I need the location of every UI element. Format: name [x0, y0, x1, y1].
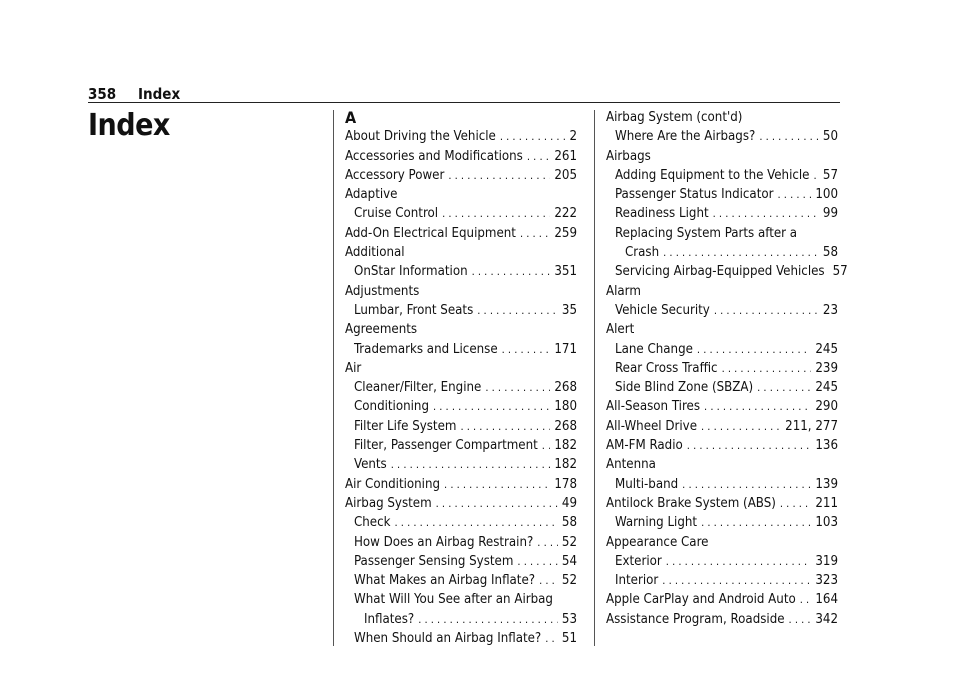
index-subentry — [606, 378, 838, 397]
entry-text: Where Are the Airbags? — [615, 129, 756, 145]
entry-page-number: 57 — [832, 264, 848, 280]
index-subentry — [345, 552, 577, 571]
entry-page-number: 342 — [815, 611, 838, 627]
index-subentry — [606, 571, 838, 590]
entry-text: About Driving the Vehicle — [345, 129, 496, 145]
entry-text: Passenger Sensing System — [354, 553, 514, 569]
entry-text: Antenna — [606, 457, 656, 473]
entry-text: Readiness Light — [615, 206, 709, 222]
entry-text: AM-FM Radio — [606, 438, 683, 454]
dot-leader — [697, 340, 811, 359]
entry-text: Additional — [345, 245, 405, 261]
dot-leader — [485, 378, 550, 397]
entry-text: Air — [345, 360, 362, 376]
index-subentry — [345, 513, 577, 532]
entry-text: Adjustments — [345, 283, 420, 299]
entry-text: Airbags — [606, 148, 651, 164]
index-subentry — [606, 340, 838, 359]
entry-text: How Does an Airbag Restrain? — [354, 534, 534, 550]
dot-leader — [714, 301, 819, 320]
entry-text: Servicing Airbag-Equipped Vehicles — [615, 264, 825, 280]
entry-text: Assistance Program, Roadside — [606, 611, 785, 627]
dot-leader — [477, 301, 558, 320]
column-divider — [333, 110, 334, 646]
entry-text: Airbag System — [345, 495, 432, 511]
index-subentry — [606, 224, 838, 243]
dot-leader — [502, 340, 551, 359]
index-entry — [606, 436, 838, 455]
index-entry — [606, 533, 838, 552]
entry-text: Trademarks and License — [354, 341, 498, 357]
dot-leader — [814, 166, 819, 185]
entry-text: Rear Cross Traffic — [615, 360, 718, 376]
entry-page-number: 58 — [822, 245, 838, 261]
index-subentry — [606, 127, 838, 146]
entry-text: Filter, Passenger Compartment — [354, 438, 538, 454]
dot-leader — [539, 571, 558, 590]
entry-text: Adding Equipment to the Vehicle — [615, 167, 810, 183]
index-entry — [345, 185, 577, 204]
entry-text: Check — [354, 515, 391, 531]
index-subentry — [345, 436, 577, 455]
page-number: 358 — [88, 85, 117, 103]
index-entry — [345, 359, 577, 378]
index-subentry — [606, 185, 838, 204]
dot-leader — [687, 436, 812, 455]
dot-leader — [545, 629, 558, 648]
entry-page-number: 99 — [822, 206, 838, 222]
entry-page-number: 100 — [815, 187, 838, 203]
index-subentry — [345, 378, 577, 397]
dot-leader — [789, 610, 812, 629]
dot-leader — [704, 397, 811, 416]
dot-leader — [500, 127, 566, 146]
dot-leader — [444, 475, 550, 494]
entry-page-number: 261 — [554, 148, 577, 164]
index-column-2 — [606, 108, 848, 629]
index-entry — [606, 590, 838, 609]
entry-page-number: 54 — [561, 553, 577, 569]
dot-leader — [418, 610, 558, 629]
index-subentry — [345, 340, 577, 359]
dot-leader — [663, 243, 819, 262]
entry-page-number: 180 — [554, 399, 577, 415]
entry-text: Vehicle Security — [615, 302, 710, 318]
entry-text: All-Season Tires — [606, 399, 701, 415]
entry-page-number: 164 — [815, 592, 838, 608]
dot-leader — [759, 127, 819, 146]
dot-leader — [433, 397, 550, 416]
entry-page-number: 52 — [561, 534, 577, 550]
entry-text: Cruise Control — [354, 206, 439, 222]
index-subentry — [345, 629, 577, 648]
index-subentry — [345, 571, 577, 590]
index-subentry — [606, 359, 838, 378]
entry-page-number: 136 — [815, 438, 838, 454]
entry-text: Alert — [606, 322, 635, 338]
index-entry — [606, 282, 838, 301]
entry-text: What Makes an Airbag Inflate? — [354, 573, 536, 589]
index-entry — [606, 455, 838, 474]
entry-text: Lane Change — [615, 341, 693, 357]
column-divider — [594, 110, 595, 646]
entry-text: Filter Life System — [354, 418, 457, 434]
dot-leader — [713, 204, 819, 223]
dot-leader — [701, 513, 811, 532]
entry-text: Side Blind Zone (SBZA) — [615, 380, 754, 396]
dot-leader — [757, 378, 811, 397]
entry-page-number: 245 — [815, 380, 838, 396]
entry-page-number: 52 — [561, 573, 577, 589]
dot-leader — [701, 417, 781, 436]
index-entry — [606, 417, 838, 436]
dot-leader — [520, 224, 550, 243]
dot-leader — [442, 204, 550, 223]
index-entry — [345, 282, 577, 301]
index-subentry — [606, 552, 838, 571]
entry-text: Crash — [625, 245, 660, 261]
dot-leader — [527, 147, 550, 166]
entry-page-number: 139 — [815, 476, 838, 492]
entry-page-number: 351 — [554, 264, 577, 280]
entry-text: Conditioning — [354, 399, 429, 415]
index-subentry — [606, 262, 848, 281]
index-subentry — [345, 262, 577, 281]
entry-text: Antilock Brake System (ABS) — [606, 495, 776, 511]
index-entry — [606, 320, 838, 339]
entry-page-number: 245 — [815, 341, 838, 357]
entry-page-number: 51 — [561, 631, 577, 647]
entry-page-number: 259 — [554, 225, 577, 241]
dot-leader — [472, 262, 551, 281]
index-entry — [345, 147, 577, 166]
entry-page-number: 50 — [822, 129, 838, 145]
dot-leader — [662, 571, 811, 590]
entry-text: Apple CarPlay and Android Auto — [606, 592, 796, 608]
entry-page-number: 103 — [815, 515, 838, 531]
dot-leader — [800, 590, 812, 609]
entry-text: Exterior — [615, 553, 662, 569]
entry-text: Lumbar, Front Seats — [354, 302, 474, 318]
dot-leader — [448, 166, 550, 185]
index-subentry — [345, 455, 577, 474]
entry-page-number: 239 — [815, 360, 838, 376]
page-title: Index — [88, 108, 170, 143]
index-subentry — [606, 243, 838, 262]
entry-page-number: 268 — [554, 418, 577, 434]
entry-text: Accessories and Modifications — [345, 148, 523, 164]
index-entry — [606, 397, 838, 416]
index-subentry — [606, 204, 838, 223]
dot-leader — [460, 417, 550, 436]
dot-leader — [517, 552, 558, 571]
entry-page-number: 290 — [815, 399, 838, 415]
dot-leader — [722, 359, 812, 378]
entry-text: Inflates? — [364, 611, 415, 627]
index-subentry — [606, 301, 838, 320]
index-subentry — [345, 533, 577, 552]
entry-text: Accessory Power — [345, 167, 445, 183]
index-entry — [345, 475, 577, 494]
entry-page-number: 57 — [822, 167, 838, 183]
entry-page-number: 211 — [815, 495, 838, 511]
index-entry — [606, 108, 838, 127]
entry-text: Adaptive — [345, 187, 398, 203]
entry-text: Appearance Care — [606, 534, 709, 550]
entry-page-number: 178 — [554, 476, 577, 492]
entry-text: OnStar Information — [354, 264, 468, 280]
dot-leader — [436, 494, 558, 513]
index-entry — [345, 320, 577, 339]
entry-text: Agreements — [345, 322, 418, 338]
index-entry — [606, 610, 838, 629]
dot-leader — [682, 475, 811, 494]
entry-text: Interior — [615, 573, 659, 589]
entry-page-number: 23 — [822, 302, 838, 318]
entry-text: Replacing System Parts after a — [615, 225, 798, 241]
index-subentry — [606, 166, 838, 185]
entry-text: Air Conditioning — [345, 476, 441, 492]
index-subentry — [345, 590, 577, 609]
entry-page-number: 205 — [554, 167, 577, 183]
entry-page-number: 319 — [815, 553, 838, 569]
index-entry — [345, 166, 577, 185]
index-letter-heading: A — [345, 108, 357, 127]
entry-page-number: 58 — [561, 515, 577, 531]
entry-text: When Should an Airbag Inflate? — [354, 631, 542, 647]
entry-page-number: 182 — [554, 438, 577, 454]
index-subentry — [606, 475, 838, 494]
dot-leader — [666, 552, 812, 571]
entry-text: All-Wheel Drive — [606, 418, 698, 434]
index-entry — [606, 147, 838, 166]
running-head: Index — [138, 85, 181, 103]
dot-leader — [542, 436, 551, 455]
entry-text: Passenger Status Indicator — [615, 187, 774, 203]
index-subentry — [345, 610, 577, 629]
dot-leader — [391, 455, 551, 474]
index-subentry — [345, 417, 577, 436]
header-rule — [88, 102, 840, 103]
entry-text: Vents — [354, 457, 387, 473]
index-entry — [345, 224, 577, 243]
entry-page-number: 222 — [554, 206, 577, 222]
entry-text: Warning Light — [615, 515, 698, 531]
dot-leader — [780, 494, 811, 513]
dot-leader — [537, 533, 558, 552]
entry-text: Multi-band — [615, 476, 679, 492]
index-subentry — [345, 204, 577, 223]
entry-text: What Will You See after an Airbag — [354, 592, 553, 608]
entry-page-number: 2 — [569, 129, 577, 145]
dot-leader — [778, 185, 812, 204]
entry-page-number: 49 — [561, 495, 577, 511]
index-entry — [345, 243, 577, 262]
index-subentry — [606, 513, 838, 532]
index-subentry — [345, 301, 577, 320]
dot-leader — [395, 513, 558, 532]
entry-page-number: 53 — [561, 611, 577, 627]
entry-page-number: 182 — [554, 457, 577, 473]
index-entry — [345, 127, 577, 146]
entry-page-number: 35 — [561, 302, 577, 318]
entry-page-number: 171 — [554, 341, 577, 357]
entry-page-number: 211, 277 — [785, 418, 838, 434]
entry-page-number: 323 — [815, 573, 838, 589]
entry-text: Add-On Electrical Equipment — [345, 225, 516, 241]
entry-text: Airbag System (cont'd) — [606, 110, 743, 125]
entry-text: Alarm — [606, 283, 641, 299]
entry-page-number: 268 — [554, 380, 577, 396]
entry-text: Cleaner/Filter, Engine — [354, 380, 482, 396]
index-column-1 — [345, 108, 577, 648]
index-entry — [345, 494, 577, 513]
index-subentry — [345, 397, 577, 416]
index-entry — [606, 494, 838, 513]
